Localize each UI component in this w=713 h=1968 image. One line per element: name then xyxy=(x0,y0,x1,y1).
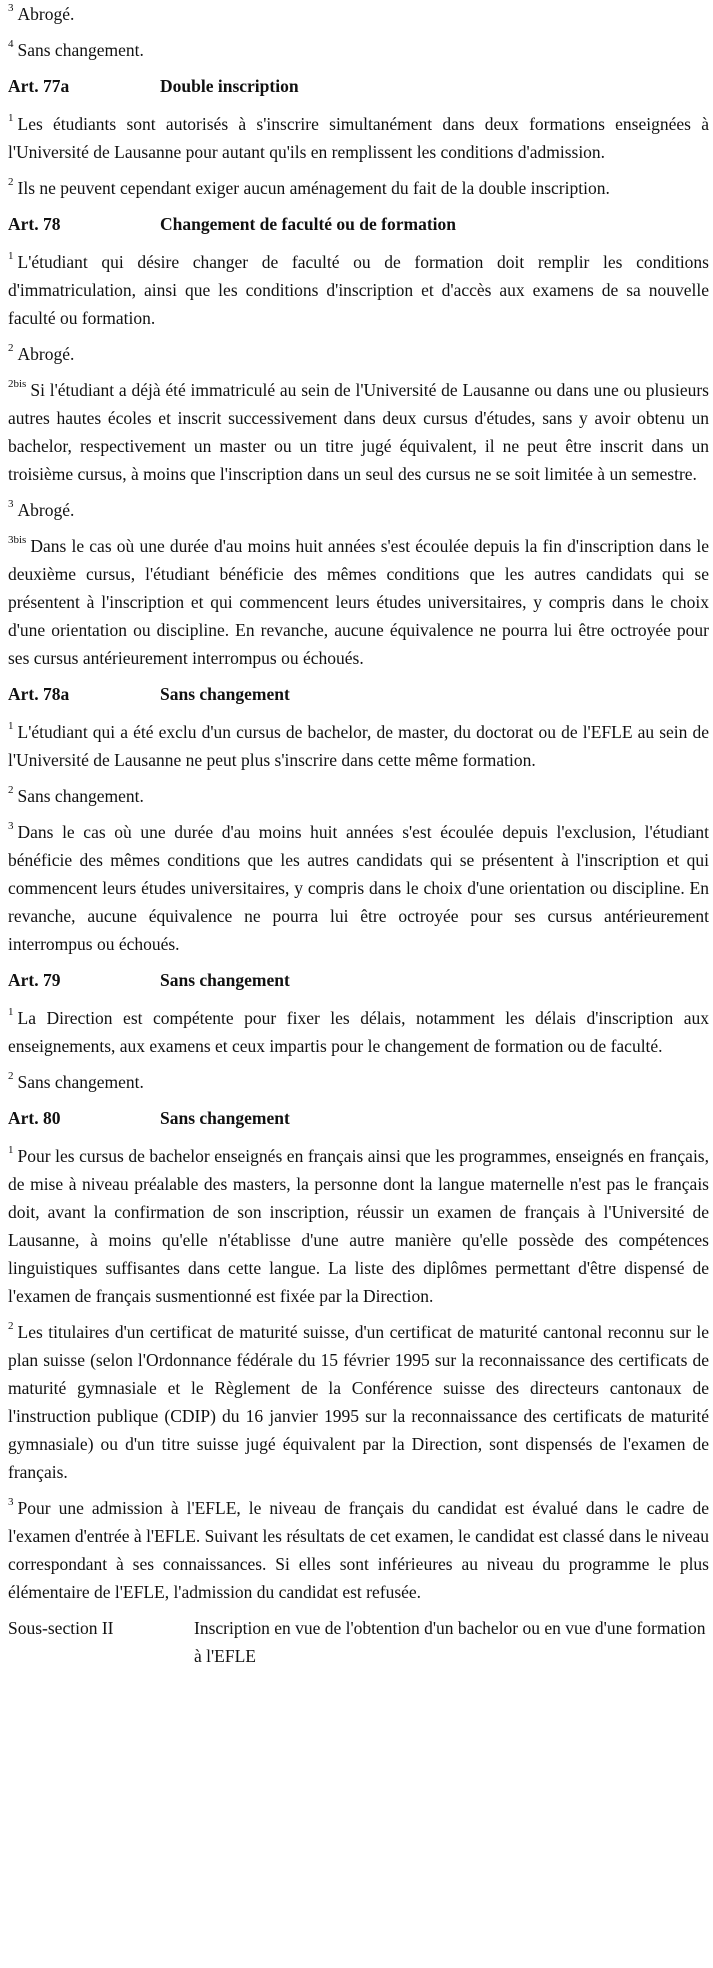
paragraph-number: 1 xyxy=(8,250,14,263)
paragraph-number: 2 xyxy=(8,176,14,189)
paragraph-text: L'étudiant qui a été exclu d'un cursus de bachelor, de master, du doctorat ou de l'EFLE au sein de l'Université de Lausanne ne peut plus s'inscrire dans cette même formation. xyxy=(8,722,709,770)
paragraph xyxy=(8,532,709,672)
paragraph-text: Les titulaires d'un certificat de maturité suisse, d'un certificat de maturité cantonal reconnu sur le plan suisse (selon l'Ordonnance fédérale du 15 février 1995 sur la reconnaissance des certificats de maturité gymnasiale et le Règlement de la Conférence suisse des directeurs cantonaux de l'instruction publique (CDIP) du 16 janvier 1995 sur la reconnaissance des certificats de maturité gymnasiale) ou d'un titre suisse jugé équivalent par la Direction, sont dispensés de l'examen de français. xyxy=(8,1322,709,1482)
paragraph xyxy=(8,1068,709,1096)
article-heading xyxy=(8,680,709,708)
paragraph-number: 1 xyxy=(8,112,14,125)
article-heading xyxy=(8,210,709,238)
paragraph-number: 2bis xyxy=(8,378,27,391)
article-number: Art. 77a xyxy=(8,76,70,96)
paragraph-text: Dans le cas où une durée d'au moins huit années s'est écoulée depuis l'exclusion, l'étudiant bénéficie des mêmes conditions que les autres candidats qui se présentent à l'inscription et qui commencent leurs études universitaires, y compris dans le choix d'une orientation ou discipline. En revanche, aucune équivalence ne pourra lui être octroyée pour ses cursus antérieurement interrompus ou échoués. xyxy=(8,822,709,954)
subsection-label: Sous-section II xyxy=(8,1618,114,1638)
paragraph-number: 3 xyxy=(8,498,14,511)
article-title: Double inscription xyxy=(160,76,299,96)
paragraph xyxy=(8,496,709,524)
paragraph-text: Pour une admission à l'EFLE, le niveau de français du candidat est évalué dans le cadre de l'examen d'entrée à l'EFLE. Suivant les résultats de cet examen, le candidat est classé dans le niveau correspondant à ses connaissances. Si elles sont inférieures au niveau du programme le plus élémentaire de l'EFLE, l'admission du candidat est refusée. xyxy=(8,1498,709,1602)
document-body xyxy=(8,0,709,1606)
paragraph xyxy=(8,1318,709,1486)
article-title: Sans changement xyxy=(160,970,290,990)
article-title: Sans changement xyxy=(160,1108,290,1128)
paragraph xyxy=(8,110,709,166)
paragraph xyxy=(8,718,709,774)
paragraph-number: 4 xyxy=(8,38,14,51)
article-number: Art. 78a xyxy=(8,684,70,704)
paragraph xyxy=(8,818,709,958)
paragraph-text: Dans le cas où une durée d'au moins huit années s'est écoulée depuis la fin d'inscription dans le deuxième cursus, l'étudiant bénéficie des mêmes conditions que les autres candidats qui se présentent à l'inscription et qui commencent leurs études universitaires, y compris dans le choix d'une orientation ou discipline. En revanche, aucune équivalence ne pourra lui être octroyée pour ses cursus antérieurement interrompus ou échoués. xyxy=(8,536,709,668)
paragraph-text: L'étudiant qui désire changer de faculté ou de formation doit remplir les conditions d'immatriculation, ainsi que les conditions d'inscription et d'accès aux examens de sa nouvelle faculté ou formation. xyxy=(8,252,709,328)
paragraph-text: Sans changement. xyxy=(17,40,144,60)
article-number: Art. 78 xyxy=(8,214,61,234)
article-heading xyxy=(8,1104,709,1132)
article-number: Art. 80 xyxy=(8,1108,61,1128)
paragraph xyxy=(8,376,709,488)
paragraph xyxy=(8,0,709,28)
paragraph-number: 2 xyxy=(8,1320,14,1333)
paragraph-text: Ils ne peuvent cependant exiger aucun aménagement du fait de la double inscription. xyxy=(17,178,610,198)
paragraph xyxy=(8,1004,709,1060)
paragraph-text: Les étudiants sont autorisés à s'inscrire simultanément dans deux formations enseignées à l'Université de Lausanne pour autant qu'ils en remplissent les conditions d'admission. xyxy=(8,114,709,162)
paragraph-number: 1 xyxy=(8,1144,14,1157)
paragraph-text: Si l'étudiant a déjà été immatriculé au sein de l'Université de Lausanne ou dans une ou plusieurs autres hautes écoles et inscrit successivement dans deux cursus d'études, sans y avoir obtenu un bachelor, respectivement un master ou un titre jugé équivalent, il ne peut être inscrit dans un troisième cursus, à moins que l'inscription dans un seul des cursus ne se soit limitée à un semestre. xyxy=(8,380,709,484)
paragraph-text: Abrogé. xyxy=(17,500,75,520)
paragraph-number: 1 xyxy=(8,720,14,733)
article-title: Changement de faculté ou de formation xyxy=(160,214,457,234)
paragraph xyxy=(8,36,709,64)
subsection-title: Inscription en vue de l'obtention d'un bachelor ou en vue d'une formation à l'EFLE xyxy=(194,1618,706,1666)
paragraph xyxy=(8,174,709,202)
article-heading xyxy=(8,966,709,994)
paragraph-number: 3 xyxy=(8,820,14,833)
article-number: Art. 79 xyxy=(8,970,61,990)
article-title: Sans changement xyxy=(160,684,290,704)
paragraph-text: Abrogé. xyxy=(17,344,75,364)
paragraph-text: Sans changement. xyxy=(17,1072,144,1092)
paragraph-text: Sans changement. xyxy=(17,786,144,806)
paragraph xyxy=(8,340,709,368)
paragraph-number: 3 xyxy=(8,2,14,15)
paragraph-text: Abrogé. xyxy=(17,4,75,24)
paragraph xyxy=(8,248,709,332)
paragraph xyxy=(8,782,709,810)
paragraph-number: 1 xyxy=(8,1006,14,1019)
paragraph-number: 2 xyxy=(8,784,14,797)
article-heading xyxy=(8,72,709,100)
paragraph xyxy=(8,1142,709,1310)
paragraph-number: 3bis xyxy=(8,534,27,547)
paragraph-number: 2 xyxy=(8,1070,14,1083)
paragraph-text: La Direction est compétente pour fixer les délais, notamment les délais d'inscription aux enseignements, aux examens et ceux impartis pour le changement de formation ou de faculté. xyxy=(8,1008,709,1056)
paragraph-number: 2 xyxy=(8,342,14,355)
paragraph-number: 3 xyxy=(8,1496,14,1509)
paragraph-text: Pour les cursus de bachelor enseignés en français ainsi que les programmes, enseignés en français, de mise à niveau préalable des masters, la personne dont la langue maternelle n'est pas le français doit, avant la confirmation de son inscription, réussir un examen de français à l'Université de Lausanne, à moins qu'elle n'établisse d'une autre manière qu'elle possède des compétences linguistiques suffisantes dans cette langue. La liste des diplômes permettant d'être dispensé de l'examen de français susmentionné est fixée par la Direction. xyxy=(8,1146,709,1306)
subsection-heading xyxy=(8,1614,709,1670)
paragraph xyxy=(8,1494,709,1606)
